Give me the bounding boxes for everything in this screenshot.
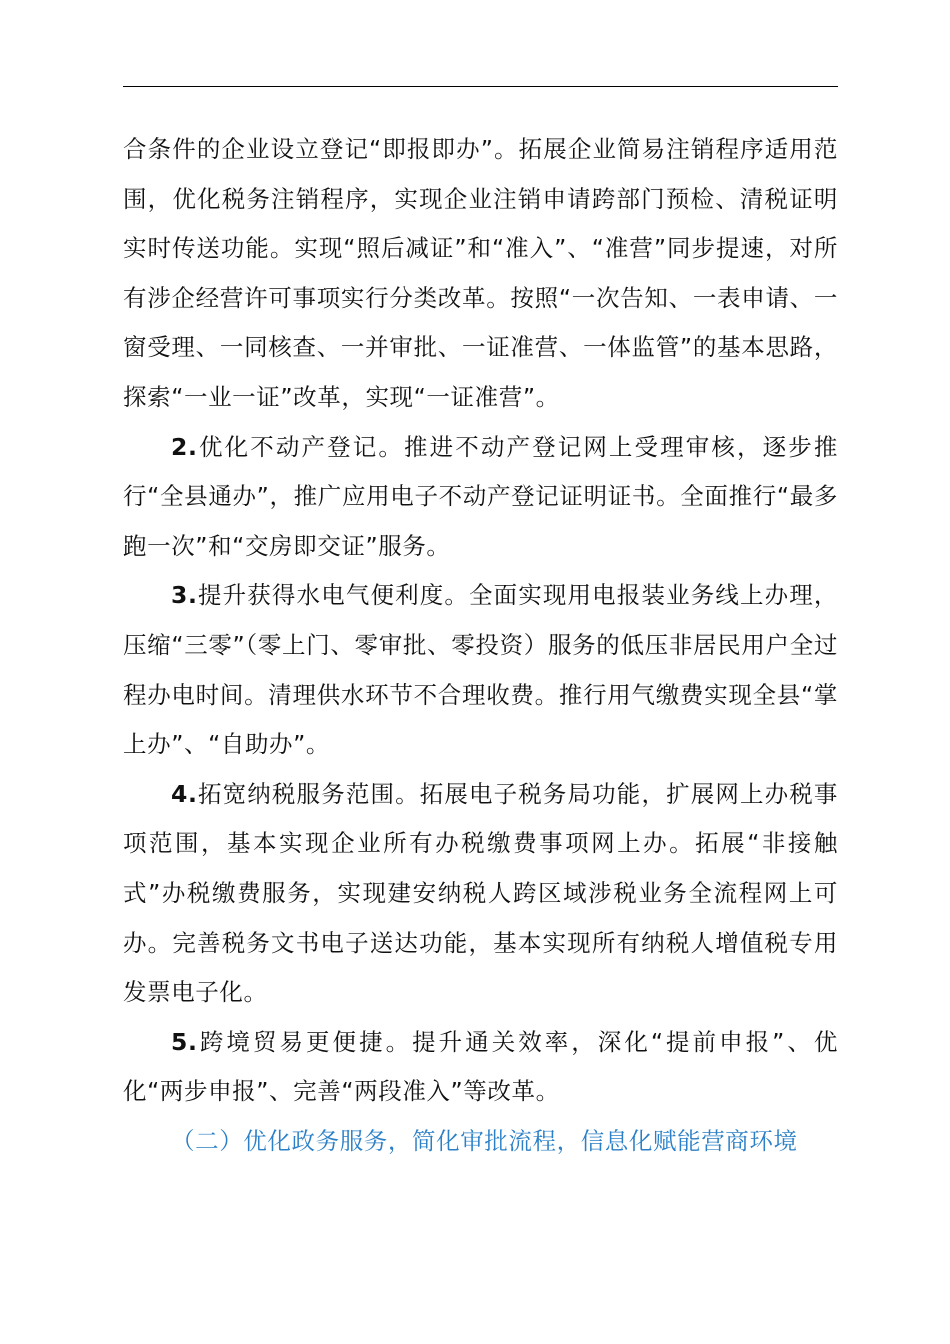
item-number: 3. — [171, 581, 198, 610]
paragraph-text: 提升获得水电气便利度。全面实现用电报装业务线上办理，压缩“三零”（零上门、零审批、零投资）服务的低压非居民用户全过程办电时间。清理供水环节不合理收费。推行用气缴费实现全县“掌上办”、“自助办”。 — [123, 581, 838, 759]
paragraph-item-4 — [123, 770, 838, 1018]
header-rule — [123, 86, 838, 87]
paragraph-item-3 — [123, 571, 838, 769]
paragraph-text: 跨境贸易更便捷。提升通关效率，深化“提前申报”、优化“两步申报”、完善“两段准入”等改革。 — [123, 1027, 838, 1106]
paragraph-text: 拓宽纳税服务范围。拓展电子税务局功能，扩展网上办税事项范围，基本实现企业所有办税缴费事项网上办。拓展“非接触式”办税缴费服务，实现建安纳税人跨区域涉税业务全流程网上可办。完善税务文书电子送达功能，基本实现所有纳税人增值税专用发票电子化。 — [123, 779, 838, 1007]
section-heading: （二）优化政务服务，简化审批流程，信息化赋能营商环境 — [171, 1126, 798, 1155]
item-number: 2. — [171, 432, 198, 461]
item-number: 5. — [171, 1027, 198, 1056]
document-body — [123, 125, 838, 1166]
paragraph-text: 合条件的企业设立登记“即报即办”。拓展企业简易注销程序适用范围，优化税务注销程序，实现企业注销申请跨部门预检、清税证明实时传送功能。实现“照后减证”和“准入”、“准营”同步提速，对所有涉企经营许可事项实行分类改革。按照“一次告知、一表申请、一窗受理、一同核查、一并审批、一证准营、一体监管”的基本思路，探索“一业一证”改革，实现“一证准营”。 — [123, 135, 838, 411]
paragraph-item-5 — [123, 1018, 838, 1117]
item-number: 4. — [171, 779, 198, 808]
paragraph-continuation — [123, 125, 838, 423]
paragraph-item-2 — [123, 423, 838, 572]
paragraph-text: 优化不动产登记。推进不动产登记网上受理审核，逐步推行“全县通办”，推广应用电子不动产登记证明证书。全面推行“最多跑一次”和“交房即交证”服务。 — [123, 432, 838, 560]
